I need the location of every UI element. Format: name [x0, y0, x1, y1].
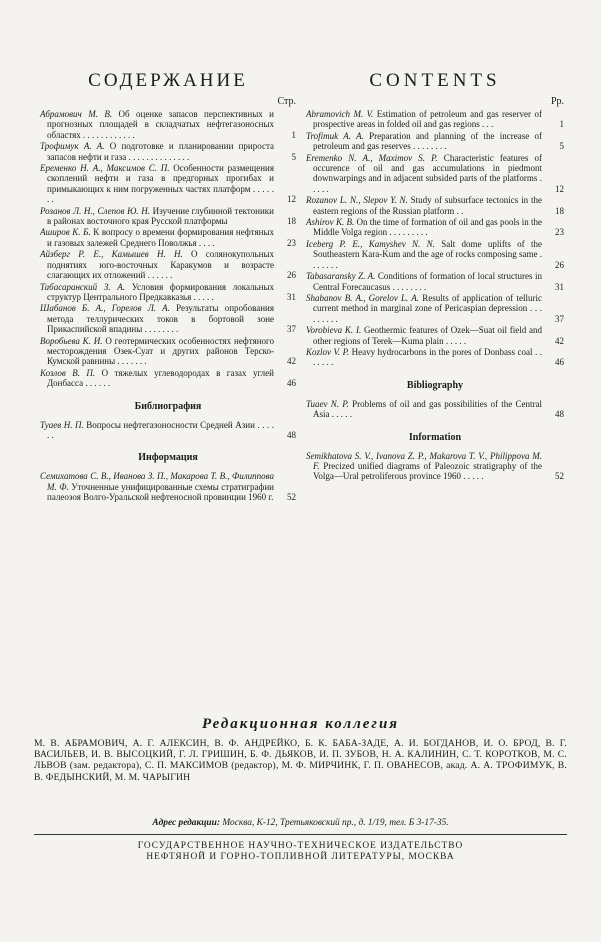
toc-entry — [306, 153, 564, 195]
toc-page-number: 23 — [287, 237, 296, 248]
toc-author: Shabanov B. A., Gorelov L. A. — [306, 292, 420, 303]
toc-entry — [40, 141, 296, 162]
bibliography-heading-en: Bibliography — [406, 379, 464, 391]
toc-title: Precized unified diagrams of Paleozoic stratigraphy of the Volga—Ural petroliferous province 1960 . . . . . — [313, 460, 542, 482]
toc-title: Heavy hydrocarbons in the pores of Donbass coal . . . . . . . — [313, 346, 542, 368]
toc-entry — [40, 282, 296, 303]
address-text: Москва, К-12, Третьяковский пр., д. 1/19, тел. Б 3-17-35. — [219, 818, 449, 828]
toc-page-number: 42 — [287, 356, 296, 367]
page-column-label-ru: Стр. — [277, 96, 296, 107]
toc-author: Трофимук А. А. — [40, 141, 105, 152]
toc-page-number: 1 — [291, 129, 296, 140]
toc-page-number: 18 — [555, 205, 564, 216]
toc-title: Уточненные унифицированные схемы стратиграфии палеозоя Волго-Уральской нефтеносной провинции 1960 г. — [47, 481, 274, 503]
toc-entry — [306, 347, 564, 368]
toc-title: Problems of oil and gas possibilities of the Central Asia . . . . . — [313, 398, 542, 420]
page-column-label-en: Pp. — [550, 96, 564, 107]
toc-page-number: 12 — [287, 194, 296, 205]
toc-entry — [40, 420, 296, 441]
toc-author: Tuaev N. P. — [306, 398, 349, 409]
toc-entry — [40, 336, 296, 367]
editorial-board-title: Редакционная коллегия — [201, 716, 400, 732]
toc-author: Туаев Н. П. — [40, 419, 84, 430]
toc-author: Табасаранский З. А. — [40, 281, 126, 292]
toc-entry — [40, 227, 296, 248]
toc-page-number: 42 — [555, 335, 564, 346]
toc-page-number: 23 — [555, 227, 564, 238]
editorial-board-members: М. В. АБРАМОВИЧ, А. Г. АЛЕКСИН, В. Ф. АНДРЕЙКО, Б. К. БАБА-ЗАДЕ, А. И. БОГДАНОВ, И. О. БРОД, В. Г. ВАСИЛЬЕВ, И. В. ВЫСОЦКИЙ, Г. Л. ГРИШИН, Б. Ф. ДЬЯКОВ, И. П. ЗУБОВ, Н. А. КАЛИНИН, С. Т. КОРОТКОВ, М. С. ЛЬВОВ (зам. редактора), С. П. МАКСИМОВ (редактор), М. Ф. МИРЧИНК, Г. П. ОВАНЕСОВ, акад. А. А. ТРОФИМУК, В. В. ФЕДЫНСКИЙ, М. М. ЧАРЫГИН — [34, 738, 567, 783]
address-label: Адрес редакции: — [152, 818, 220, 828]
toc-page-number: 48 — [287, 429, 296, 440]
toc-title: Особенности размещения скоплений нефти и газа в предгорных прогибах и примыкающих к ним погруженных частях платформ . . . . . . . — [47, 163, 274, 205]
toc-title: Results of application of telluric current method in marginal zone of Pericaspian depression . . . . . . . . . — [313, 292, 542, 324]
toc-entry — [306, 451, 564, 482]
toc-title: Изучение глубинной тектоники в районах восточного края Русской платформы — [47, 205, 275, 227]
toc-author: Аширов К. Б. — [40, 227, 91, 238]
toc-entry — [40, 109, 296, 140]
toc-page-number: 5 — [291, 151, 296, 162]
toc-title: Результаты опробования метода теллурических токов в бортовой зоне Прикаспийской впадины . . . . . . . . — [47, 303, 274, 335]
toc-title: Условия формирования локальных структур Центрального Предкавказья . . . . . — [47, 281, 274, 302]
divider — [34, 834, 567, 835]
toc-title: Study of subsurface tectonics in the eastern regions of the Russian platform . . — [313, 195, 542, 216]
toc-page-number: 37 — [555, 313, 564, 324]
contents-en-title: CONTENTS — [369, 70, 501, 91]
publisher-imprint — [34, 841, 567, 863]
toc-author: Vorobieva K. I. — [306, 325, 362, 336]
bibliography-heading-ru: Библиография — [134, 400, 202, 412]
toc-title: О геотермических особенностях нефтяного месторождения Озек-Суат и других районов Терско-Кумской равнины . . . . . . . — [47, 335, 274, 367]
toc-entry — [306, 399, 564, 420]
toc-page-number: 46 — [555, 357, 564, 368]
toc-author: Шабанов Б. А., Горелов Л. А. — [40, 303, 170, 314]
toc-title: Geothermic features of Ozek—Suat oil field and other regions of Terek—Kuma plain . . . . . — [313, 325, 542, 346]
toc-title: К вопросу о времени формирования нефтяных и газовых залежей Среднего Поволжья . . . . — [47, 227, 274, 248]
toc-title: О подготовке и планировании прироста запасов нефти и газа . . . . . . . . . . . . . . — [47, 141, 274, 162]
toc-entry — [306, 195, 564, 216]
toc-author: Eremenko N. A., Maximov S. P. — [306, 152, 438, 163]
publisher-line-2: НЕФТЯНОЙ И ГОРНО-ТОПЛИВНОЙ ЛИТЕРАТУРЫ, МОСКВА — [146, 852, 455, 862]
toc-title: Об оценке запасов перспективных и прогнозных площадей в складчатых нефтегазоносных областях . . . . . . . . . . . . — [47, 109, 274, 140]
toc-author: Еременко Н. А., Максимов С. П. — [40, 163, 170, 174]
toc-page-number: 31 — [287, 291, 296, 302]
toc-author: Tabasaransky Z. A. — [306, 271, 376, 282]
toc-entry — [306, 217, 564, 238]
publisher-line-1: ГОСУДАРСТВЕННОЕ НАУЧНО-ТЕХНИЧЕСКОЕ ИЗДАТЕЛЬСТВО — [137, 841, 464, 851]
toc-author: Iceberg P. E., Kamyshev N. N. — [306, 238, 435, 249]
toc-en-list — [306, 109, 564, 368]
toc-entry — [306, 109, 564, 130]
toc-page-number: 46 — [287, 378, 296, 389]
toc-title: Estimation of petroleum and gas reserver of prospective areas in folded oil and gas regions . . . — [313, 109, 542, 130]
toc-entry — [306, 325, 564, 346]
toc-author: Rozanov L. N., Slepov Y. N. — [306, 195, 408, 206]
toc-page-number: 12 — [555, 183, 564, 194]
toc-title: О тяжелых углеводородах в газах углей Донбасса . . . . . . — [47, 367, 274, 389]
toc-page-number: 52 — [555, 471, 564, 482]
toc-author: Ashirov K. B. — [306, 217, 355, 228]
toc-entry — [306, 293, 564, 324]
toc-title: On the time of formation of oil and gas pools in the Middle Volga region . . . . . . . . . — [313, 217, 542, 238]
toc-page-number: 1 — [559, 119, 564, 130]
toc-entry — [306, 271, 564, 292]
toc-entry — [40, 368, 296, 389]
toc-title: О солянокупольных поднятиях юго-восточных Каракумов и возрасте слагающих их отложений . . . . . . — [47, 249, 274, 281]
toc-entry — [40, 249, 296, 280]
toc-entry — [40, 471, 296, 502]
toc-page-number: 18 — [287, 216, 296, 227]
toc-entry — [306, 239, 564, 270]
toc-page-number: 26 — [287, 270, 296, 281]
toc-entry — [306, 131, 564, 152]
toc-author: Айзберг Р. Е., Камышев Н. Н. — [40, 249, 183, 260]
toc-title: Characteristic features of occurence of oil and gas accumulations in piedmont downwarpings and in adjacent subsided parts of the platforms . . . . . — [313, 152, 543, 194]
toc-author: Розанов Л. Н., Слепов Ю. Н. — [40, 205, 150, 216]
toc-title: Preparation and planning of the increase of petroleum and gas reserves . . . . . . . . — [313, 130, 542, 152]
toc-author: Semikhatova S. V., Ivanova Z. P., Makarova T. V., Philippova M. F. — [306, 450, 542, 471]
toc-author: Trofimuk A. A. — [306, 130, 364, 141]
toc-author: Семихатова С. В., Иванова З. П., Макарова Т. В., Филиппова М. Ф. — [40, 471, 274, 492]
toc-author: Kozlov V. P. — [306, 346, 350, 357]
toc-title: Salt dome uplifts of the Southeastern Kara-Kum and the age of rocks composing same . . . . . . . — [313, 238, 542, 270]
toc-entry — [40, 206, 296, 227]
toc-page-number: 5 — [559, 141, 564, 152]
toc-title: Conditions of formation of local structures in Central Forecaucasus . . . . . . . . — [313, 271, 542, 292]
toc-page-number: 26 — [555, 259, 564, 270]
contents-en-column — [306, 70, 564, 483]
toc-title: Вопросы нефтегазоносности Средней Азии . . . . . . — [47, 419, 275, 440]
toc-author: Абрамович М. В. — [40, 109, 113, 119]
toc-entry — [40, 303, 296, 334]
toc-page-number: 37 — [287, 324, 296, 335]
contents-ru-title: СОДЕРЖАНИЕ — [88, 70, 248, 91]
editorial-address — [34, 818, 567, 828]
toc-author: Abramovich M. V. — [306, 109, 374, 119]
toc-author: Воробьева К. И. — [40, 335, 103, 346]
toc-page-number: 48 — [555, 409, 564, 420]
contents-ru-column — [40, 70, 296, 504]
information-heading-ru: Информация — [138, 452, 198, 464]
toc-page-number: 31 — [555, 281, 564, 292]
toc-entry — [40, 163, 296, 205]
toc-ru-list — [40, 109, 296, 389]
information-heading-en: Information — [408, 431, 462, 443]
toc-page-number: 52 — [287, 492, 296, 503]
toc-author: Козлов В. П. — [40, 367, 96, 378]
